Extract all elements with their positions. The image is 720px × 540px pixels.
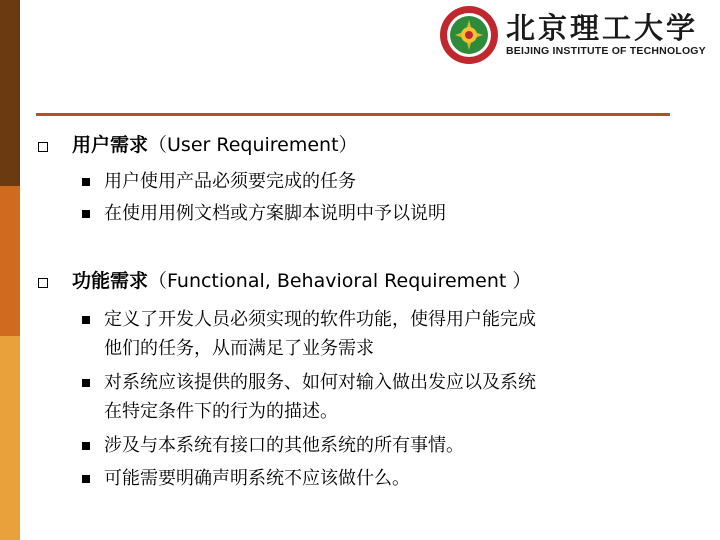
section-heading-user-requirement bbox=[72, 133, 358, 157]
list-item: 在使用用例文档或方案脚本说明中予以说明 bbox=[104, 203, 446, 224]
filled-square-icon bbox=[82, 475, 90, 483]
hollow-square-icon bbox=[38, 142, 48, 152]
side-bar-dark-segment bbox=[0, 0, 20, 186]
list-item: 可能需要明确声明系统不应该做什么。 bbox=[104, 468, 410, 489]
side-color-bar bbox=[0, 0, 20, 540]
section-term: 用户需求 bbox=[72, 134, 149, 156]
university-logo bbox=[438, 4, 708, 66]
list-item: 涉及与本系统有接口的其他系统的所有事情。 bbox=[104, 435, 464, 456]
list-item: 用户使用产品必须要完成的任务 bbox=[104, 171, 356, 192]
section-heading-functional-requirement bbox=[72, 269, 531, 293]
filled-square-icon bbox=[82, 316, 90, 324]
filled-square-icon bbox=[82, 210, 90, 218]
logo-chinese-name: 北京理工大学 bbox=[506, 11, 699, 45]
section-term-english: （User Requirement） bbox=[148, 134, 358, 156]
filled-square-icon bbox=[82, 442, 90, 450]
side-bar-orange-segment bbox=[0, 186, 20, 336]
list-item-line: 对系统应该提供的服务、如何对输入做出发应以及系统 bbox=[104, 372, 536, 393]
filled-square-icon bbox=[82, 379, 90, 387]
side-bar-light-segment bbox=[0, 336, 20, 540]
list-item-line: 在特定条件下的行为的描述。 bbox=[104, 401, 338, 422]
list-item-line: 定义了开发人员必须实现的软件功能，使得用户能完成 bbox=[104, 309, 536, 330]
hollow-square-icon bbox=[38, 278, 48, 288]
list-item-line: 他们的任务，从而满足了业务需求 bbox=[104, 338, 374, 359]
section-term-english: （Functional, Behavioral Requirement ） bbox=[148, 270, 532, 292]
title-divider bbox=[36, 113, 670, 116]
section-term: 功能需求 bbox=[72, 270, 149, 292]
university-seal-icon bbox=[438, 4, 502, 66]
logo-english-name: BEIJING INSTITUTE OF TECHNOLOGY bbox=[506, 45, 706, 57]
filled-square-icon bbox=[82, 178, 90, 186]
